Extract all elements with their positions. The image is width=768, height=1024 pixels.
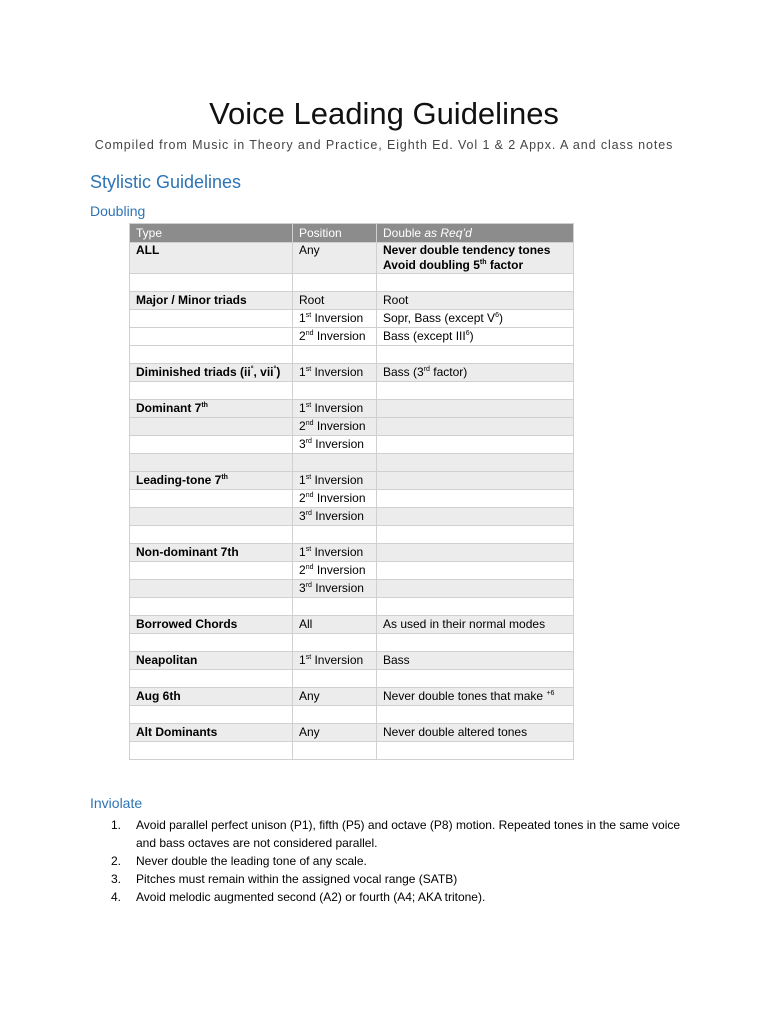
position-cell: 2nd Inversion bbox=[293, 562, 377, 580]
type-cell: Borrowed Chords bbox=[130, 616, 293, 634]
spacer-row bbox=[130, 706, 574, 724]
table-header-row bbox=[130, 224, 574, 243]
position-cell: 1st Inversion bbox=[293, 652, 377, 670]
section-heading-stylistic: Stylistic Guidelines bbox=[90, 172, 242, 192]
position-cell: All bbox=[293, 616, 377, 634]
spacer-row bbox=[130, 382, 574, 400]
subsection-heading-doubling: Doubling bbox=[90, 203, 146, 219]
double-cell: Never double tones that make $^{+6}$ bbox=[377, 688, 574, 706]
double-cell: Sopr, Bass (except $V^6$) bbox=[377, 310, 574, 328]
double-cell: As used in their normal modes bbox=[377, 616, 574, 634]
double-cell: Bass (3rd factor) bbox=[377, 364, 574, 382]
type-cell: Leading-tone 7th bbox=[130, 472, 293, 490]
spacer-row bbox=[130, 634, 574, 652]
spacer-row bbox=[130, 454, 574, 472]
table-row bbox=[130, 490, 574, 508]
position-cell: 1st Inversion bbox=[293, 364, 377, 382]
table-row bbox=[130, 616, 574, 634]
spacer-row bbox=[130, 598, 574, 616]
position-cell: Root bbox=[293, 292, 377, 310]
inviolate-list bbox=[111, 816, 701, 906]
spacer-row bbox=[130, 670, 574, 688]
position-cell: Any bbox=[293, 243, 377, 274]
type-cell: Major / Minor triads bbox=[130, 292, 293, 310]
list-item: 2. Never double the leading tone of any scale. bbox=[111, 854, 367, 868]
position-cell: 1st Inversion bbox=[293, 544, 377, 562]
position-cell: 2nd Inversion bbox=[293, 490, 377, 508]
table-row bbox=[130, 418, 574, 436]
header-double: Double as Req’d bbox=[377, 224, 574, 243]
table-row bbox=[130, 243, 574, 274]
position-cell: 1st Inversion bbox=[293, 310, 377, 328]
position-cell: 2nd Inversion bbox=[293, 418, 377, 436]
type-cell: Neapolitan bbox=[130, 652, 293, 670]
table-row bbox=[130, 310, 574, 328]
header-position: Position bbox=[293, 224, 377, 243]
table-row bbox=[130, 400, 574, 418]
header-type: Type bbox=[130, 224, 293, 243]
double-cell: Root bbox=[377, 292, 574, 310]
spacer-row bbox=[130, 526, 574, 544]
position-cell: 1st Inversion bbox=[293, 472, 377, 490]
spacer-row bbox=[130, 274, 574, 292]
table-row bbox=[130, 724, 574, 742]
type-cell: Alt Dominants bbox=[130, 724, 293, 742]
type-cell: Non-dominant 7th bbox=[130, 544, 293, 562]
list-item: 1. Avoid parallel perfect unison (P1), fifth (P5) and octave (P8) motion. Repeated tones in the same voice and bass octaves are not considered parallel. bbox=[111, 818, 681, 850]
table-row bbox=[130, 364, 574, 382]
type-cell: ALL bbox=[130, 243, 293, 274]
position-cell: 1st Inversion bbox=[293, 400, 377, 418]
type-cell: Dominant 7th bbox=[130, 400, 293, 418]
position-cell: 3rd Inversion bbox=[293, 580, 377, 598]
table-row bbox=[130, 688, 574, 706]
table-row bbox=[130, 544, 574, 562]
document-subtitle: Compiled from Music in Theory and Practice, Eighth Ed. Vol 1 & 2 Appx. A and class notes bbox=[94, 138, 674, 152]
table-row bbox=[130, 328, 574, 346]
double-cell: Never double altered tones bbox=[377, 724, 574, 742]
table-row bbox=[130, 652, 574, 670]
position-cell: Any bbox=[293, 724, 377, 742]
double-cell: Bass bbox=[377, 652, 574, 670]
list-item: 3. Pitches must remain within the assigned vocal range (SATB) bbox=[111, 872, 458, 886]
type-cell: Aug 6th bbox=[130, 688, 293, 706]
position-cell: 3rd Inversion bbox=[293, 436, 377, 454]
double-cell: Bass (except III$^6$) bbox=[377, 328, 574, 346]
position-cell: 3rd Inversion bbox=[293, 508, 377, 526]
subsection-heading-inviolate: Inviolate bbox=[90, 795, 143, 811]
table-row bbox=[130, 508, 574, 526]
list-item: 4. Avoid melodic augmented second (A2) or fourth (A4; AKA tritone). bbox=[111, 890, 486, 904]
spacer-row bbox=[130, 346, 574, 364]
document-title: Voice Leading Guidelines bbox=[209, 96, 559, 131]
position-cell: 2nd Inversion bbox=[293, 328, 377, 346]
type-cell: Diminished triads (ii°, vii°) bbox=[130, 364, 293, 382]
position-cell: Any bbox=[293, 688, 377, 706]
table-row bbox=[130, 472, 574, 490]
table-row bbox=[130, 436, 574, 454]
double-cell: Never double tendency tones Avoid doubling 5th factor bbox=[377, 243, 574, 274]
table-row bbox=[130, 580, 574, 598]
table-row bbox=[130, 292, 574, 310]
spacer-row bbox=[130, 742, 574, 760]
doubling-table bbox=[129, 223, 574, 760]
table-row bbox=[130, 562, 574, 580]
